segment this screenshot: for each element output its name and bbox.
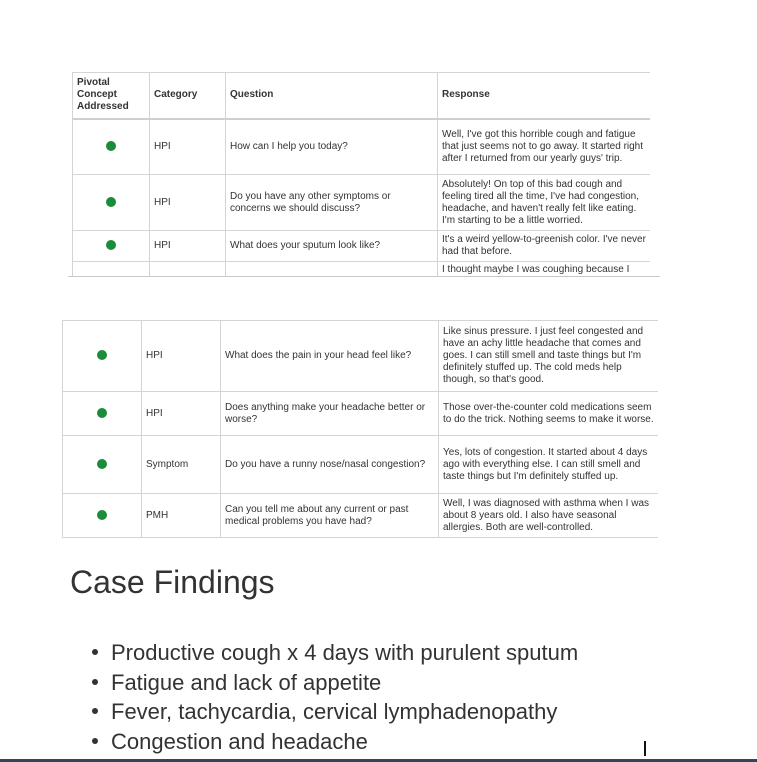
response-cell: Yes, lots of congestion. It started about 4 days ago with everything else. I can still smell and taste things but I'm definitely stuffed up.: [439, 436, 659, 494]
response-cell: It's a weird yellow-to-greenish color. I've never had that before.: [438, 231, 651, 262]
table-row: [63, 321, 659, 392]
list-item: [90, 638, 578, 668]
category-cell: HPI: [150, 175, 226, 231]
table-row: [73, 175, 651, 231]
category-cell: HPI: [150, 231, 226, 262]
pivotal-cell: [73, 119, 150, 175]
table-crop-edge: [68, 276, 660, 277]
addressed-indicator-icon: [106, 197, 116, 207]
addressed-indicator-icon: [97, 408, 107, 418]
header-category: Category: [150, 73, 226, 119]
finding-text: Fatigue and lack of appetite: [111, 669, 382, 695]
question-cell: What does the pain in your head feel like?: [221, 321, 439, 392]
question-cell: Can you tell me about any current or past medical problems you have had?: [221, 494, 439, 538]
text-cursor-icon: [644, 741, 646, 756]
response-cell: Well, I've got this horrible cough and fatigue that just seems not to go away. It started right after I returned from our yearly guys' trip.: [438, 119, 651, 175]
list-item: [90, 727, 578, 757]
case-findings-title: Case Findings: [70, 564, 275, 600]
bullet-icon: [92, 679, 98, 685]
response-cell: Well, I was diagnosed with asthma when I was about 8 years old. I also have seasonal allergies. Both are well-controlled.: [439, 494, 659, 538]
pivotal-cell: [63, 436, 142, 494]
table-header-row: [73, 73, 651, 119]
category-cell: Symptom: [142, 436, 221, 494]
bullet-icon: [92, 649, 98, 655]
interview-table: [62, 320, 658, 538]
list-item: [90, 697, 578, 727]
category-cell: HPI: [150, 119, 226, 175]
table-row: [73, 262, 651, 277]
response-cell: Like sinus pressure. I just feel congested and have an achy little headache that comes and goes. I can still smell and taste things but I'm definitely stuffed up. The cold meds help though, so that's good.: [439, 321, 659, 392]
category-cell: HPI: [142, 321, 221, 392]
category-cell: HPI: [142, 392, 221, 436]
bullet-icon: [92, 708, 98, 714]
response-cell: Absolutely! On top of this bad cough and feeling tired all the time, I've had congestion, headache, and haven't really felt like eating. I'm starting to be a little worried.: [438, 175, 651, 231]
header-pivotal-concept: Pivotal Concept Addressed: [73, 73, 150, 119]
finding-text: Fever, tachycardia, cervical lymphadenopathy: [111, 699, 558, 724]
question-cell: What does your sputum look like?: [226, 231, 438, 262]
case-findings-list: [90, 638, 578, 756]
category-cell: PMH: [142, 494, 221, 538]
pivotal-cell: [63, 494, 142, 538]
pivotal-cell: [73, 175, 150, 231]
question-cell: Do you have any other symptoms or concerns we should discuss?: [226, 175, 438, 231]
table-row: [63, 392, 659, 436]
addressed-indicator-icon: [106, 240, 116, 250]
bullet-icon: [92, 738, 98, 744]
header-response: Response: [438, 73, 651, 119]
interview-table: [72, 72, 650, 276]
addressed-indicator-icon: [97, 459, 107, 469]
question-cell: Does anything make your headache better or worse?: [221, 392, 439, 436]
question-cell: Do you have a runny nose/nasal congestion?: [221, 436, 439, 494]
question-cell: [226, 262, 438, 277]
header-question: Question: [226, 73, 438, 119]
list-item: [90, 668, 578, 698]
addressed-indicator-icon: [106, 141, 116, 151]
question-cell: How can I help you today?: [226, 119, 438, 175]
finding-text: Productive cough x 4 days with purulent sputum: [111, 640, 579, 665]
table-row: [73, 231, 651, 262]
pivotal-cell: [73, 262, 150, 277]
table-row: [63, 436, 659, 494]
interview-table-bottom: [62, 320, 658, 539]
table-row: [73, 119, 651, 175]
response-cell: I thought maybe I was coughing because I: [438, 262, 651, 277]
finding-text: Congestion and headache: [111, 728, 368, 754]
interview-table-top: [72, 72, 650, 276]
response-cell: Those over-the-counter cold medications seem to do the trick. Nothing seems to make it worse.: [439, 392, 659, 436]
addressed-indicator-icon: [97, 350, 107, 360]
pivotal-cell: [63, 321, 142, 392]
category-cell: [150, 262, 226, 277]
addressed-indicator-icon: [97, 510, 107, 520]
table-row: [63, 494, 659, 538]
pivotal-cell: [63, 392, 142, 436]
pivotal-cell: [73, 231, 150, 262]
